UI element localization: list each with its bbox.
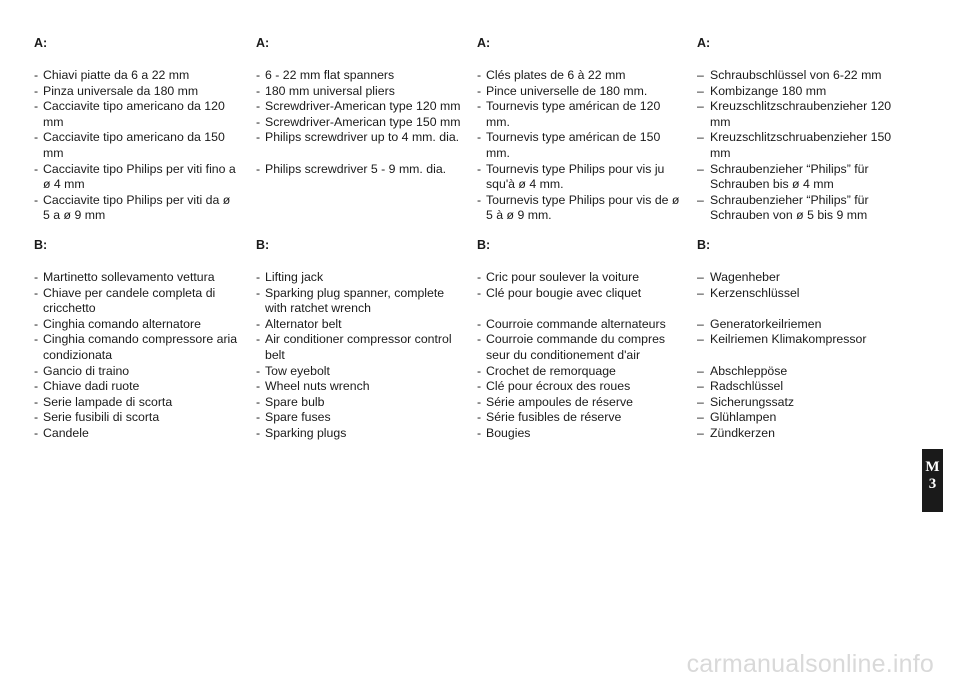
list-item: – Schraubenzieher “Philips” für Schrauben von ø 5 bis 9 mm xyxy=(697,193,903,224)
list-item: - 180 mm universal pliers xyxy=(256,84,462,100)
list-item: - Cacciavite tipo Philips per viti fino a ø 4 mm xyxy=(34,162,240,193)
list-item: - Cacciavite tipo Philips per viti da ø 5 a ø 9 mm xyxy=(34,193,240,224)
section-a-heading: A: xyxy=(697,36,711,50)
list-item: - Courroie commande alternateurs xyxy=(477,317,683,333)
list-item: - Pinza universale da 180 mm xyxy=(34,84,240,100)
list-item: – Generatorkeilriemen xyxy=(697,317,903,333)
list-item: – Kreuzschlitzschruabenzieher 150 mm xyxy=(697,130,903,161)
section-a-heading: A: xyxy=(477,36,491,50)
list-item: - Tournevis type américan de 150 mm. xyxy=(477,130,683,161)
list-item: - Chiave per candele completa di cricchetto xyxy=(34,286,240,317)
list-item: - Cacciavite tipo americano da 120 mm xyxy=(34,99,240,130)
section-tab xyxy=(922,449,943,512)
list-item: - Cinghia comando compressore aria condizionata xyxy=(34,332,240,363)
list-item: – Wagenheber xyxy=(697,270,903,286)
list-item: - Courroie commande du compres seur du conditionement d'air xyxy=(477,332,683,363)
list-item: - Candele xyxy=(34,426,240,442)
list-item: - Clé pour écroux des roues xyxy=(477,379,683,395)
list-item: - Chiavi piatte da 6 a 22 mm xyxy=(34,68,240,84)
list-item: – Glühlampen xyxy=(697,410,903,426)
list-item: – Kombizange 180 mm xyxy=(697,84,903,100)
list-item: – Kreuzschlitzschraubenzieher 120 mm xyxy=(697,99,903,130)
section-b-heading: B: xyxy=(477,238,491,252)
list-item: - Screwdriver-American type 150 mm xyxy=(256,115,462,131)
list-item: - Crochet de remorquage xyxy=(477,364,683,380)
list-item: - Serie fusibili di scorta xyxy=(34,410,240,426)
list-item: - Série fusibles de réserve xyxy=(477,410,683,426)
section-b-heading: B: xyxy=(697,238,711,252)
watermark: carmanualsonline.info xyxy=(686,650,934,678)
list-item: – Zündkerzen xyxy=(697,426,903,442)
list-item: - Philips screwdriver up to 4 mm. dia. xyxy=(256,130,462,146)
section-tab-number: 3 xyxy=(928,476,937,492)
list-item: - Spare bulb xyxy=(256,395,462,411)
section-b-heading: B: xyxy=(256,238,270,252)
section-b-heading: B: xyxy=(34,238,48,252)
equipment-list-b xyxy=(477,270,683,442)
list-item: - Clé pour bougie avec cliquet xyxy=(477,286,683,302)
list-item: - Clés plates de 6 à 22 mm xyxy=(477,68,683,84)
list-item: – Schraubenzieher “Philips” für Schrauben bis ø 4 mm xyxy=(697,162,903,193)
list-item: – Schraubschlüssel von 6-22 mm xyxy=(697,68,903,84)
section-a-heading: A: xyxy=(34,36,48,50)
list-item: - Air conditioner compressor control belt xyxy=(256,332,462,363)
list-item: – Sicherungssatz xyxy=(697,395,903,411)
equipment-list-b xyxy=(34,270,240,442)
list-item: - Tournevis type Philips pour vis ju squ'à ø 4 mm. xyxy=(477,162,683,193)
list-item: - Serie lampade di scorta xyxy=(34,395,240,411)
list-item: - Wheel nuts wrench xyxy=(256,379,462,395)
list-item: - Screwdriver-American type 120 mm xyxy=(256,99,462,115)
list-item: - Chiave dadi ruote xyxy=(34,379,240,395)
list-item: - Série ampoules de réserve xyxy=(477,395,683,411)
section-tab-letter: M xyxy=(925,459,940,475)
list-item: - Sparking plugs xyxy=(256,426,462,442)
equipment-list-b xyxy=(697,270,903,442)
section-a-heading: A: xyxy=(256,36,270,50)
list-item: – Abschleppöse xyxy=(697,364,903,380)
list-item: - Cinghia comando alternatore xyxy=(34,317,240,333)
list-item: - Philips screwdriver 5 - 9 mm. dia. xyxy=(256,162,462,178)
list-item: - Cric pour soulever la voiture xyxy=(477,270,683,286)
list-item: - Tournevis type américan de 120 mm. xyxy=(477,99,683,130)
list-item: – Radschlüssel xyxy=(697,379,903,395)
tool-list-a xyxy=(697,68,903,224)
list-item: – Keilriemen Klimakompressor xyxy=(697,332,903,348)
tool-list-a xyxy=(256,68,462,177)
list-item: - Tournevis type Philips pour vis de ø 5 à ø 9 mm. xyxy=(477,193,683,224)
tool-list-a xyxy=(34,68,240,224)
list-item: - Alternator belt xyxy=(256,317,462,333)
list-item: - Martinetto sollevamento vettura xyxy=(34,270,240,286)
list-item: – Kerzenschlüssel xyxy=(697,286,903,302)
list-item: - Sparking plug spanner, complete with ratchet wrench xyxy=(256,286,462,317)
list-item: - 6 - 22 mm flat spanners xyxy=(256,68,462,84)
list-item: - Lifting jack xyxy=(256,270,462,286)
list-item: - Gancio di traino xyxy=(34,364,240,380)
list-item: - Tow eyebolt xyxy=(256,364,462,380)
list-item: - Cacciavite tipo americano da 150 mm xyxy=(34,130,240,161)
equipment-list-b xyxy=(256,270,462,442)
tool-list-a xyxy=(477,68,683,224)
list-item: - Pince universelle de 180 mm. xyxy=(477,84,683,100)
list-item: - Bougies xyxy=(477,426,683,442)
list-item: - Spare fuses xyxy=(256,410,462,426)
